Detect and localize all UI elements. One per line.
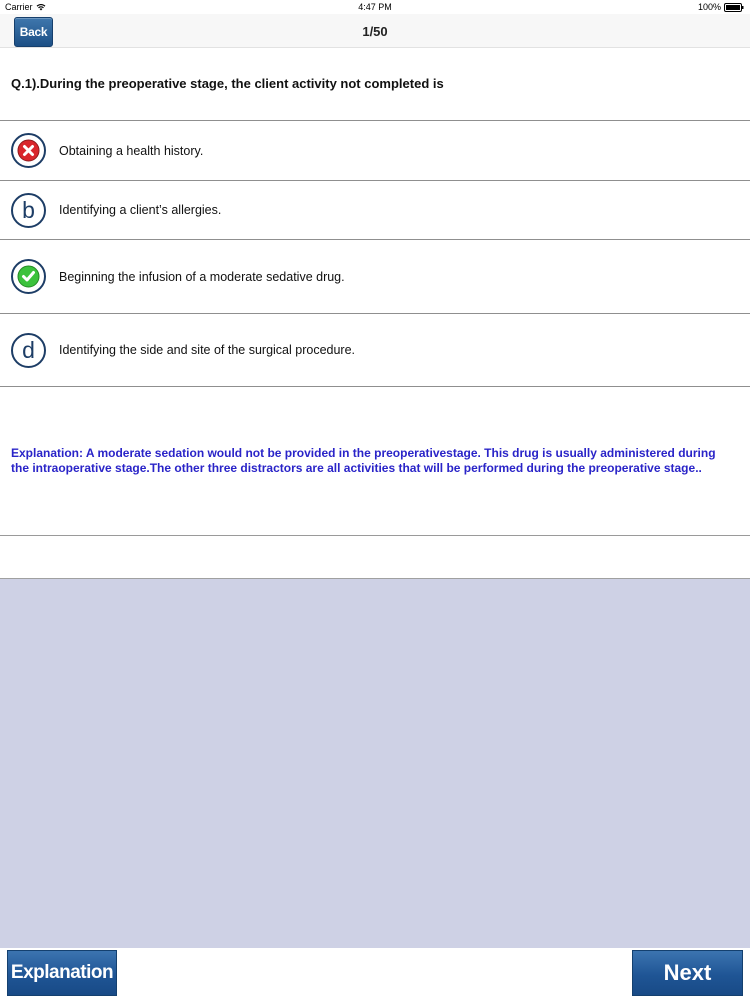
option-b[interactable] (0, 180, 750, 239)
svg-text:d: d (22, 336, 35, 363)
svg-text:b: b (22, 196, 35, 223)
status-right (698, 2, 744, 12)
option-d-text: Identifying the side and site of the surgical procedure. (59, 343, 356, 357)
status-time: 4:47 PM (358, 2, 392, 12)
navigation-bar (0, 14, 750, 48)
question-counter: 1/50 (362, 24, 388, 39)
carrier-label: Carrier (5, 2, 33, 12)
option-c[interactable] (0, 239, 750, 313)
wrong-answer-icon (11, 133, 46, 168)
question-text: Q.1).During the preoperative stage, the client activity not completed is (11, 76, 444, 91)
option-b-text: Identifying a client’s allergies. (59, 203, 222, 217)
content-panel (0, 579, 750, 948)
explanation-button[interactable]: Explanation (7, 950, 117, 996)
option-d[interactable] (0, 313, 750, 387)
option-a[interactable] (0, 120, 750, 180)
explanation-text: Explanation: A moderate sedation would not be provided in the preoperativestage. This drug is usually administered during the intraoperative stage.The other three distractors are all activities that will be performed during the preoperative stage.. (11, 446, 716, 475)
battery-icon (724, 3, 744, 12)
next-button[interactable]: Next (632, 950, 743, 996)
divider (0, 535, 750, 536)
letter-b-icon (11, 193, 46, 228)
option-c-text: Beginning the infusion of a moderate sedative drug. (59, 269, 345, 284)
option-a-text: Obtaining a health history. (59, 143, 204, 158)
battery-percent: 100% (697, 2, 721, 12)
back-button[interactable]: Back (14, 17, 53, 47)
letter-d-icon (11, 333, 46, 368)
status-bar (0, 0, 750, 14)
correct-answer-icon (11, 259, 46, 294)
